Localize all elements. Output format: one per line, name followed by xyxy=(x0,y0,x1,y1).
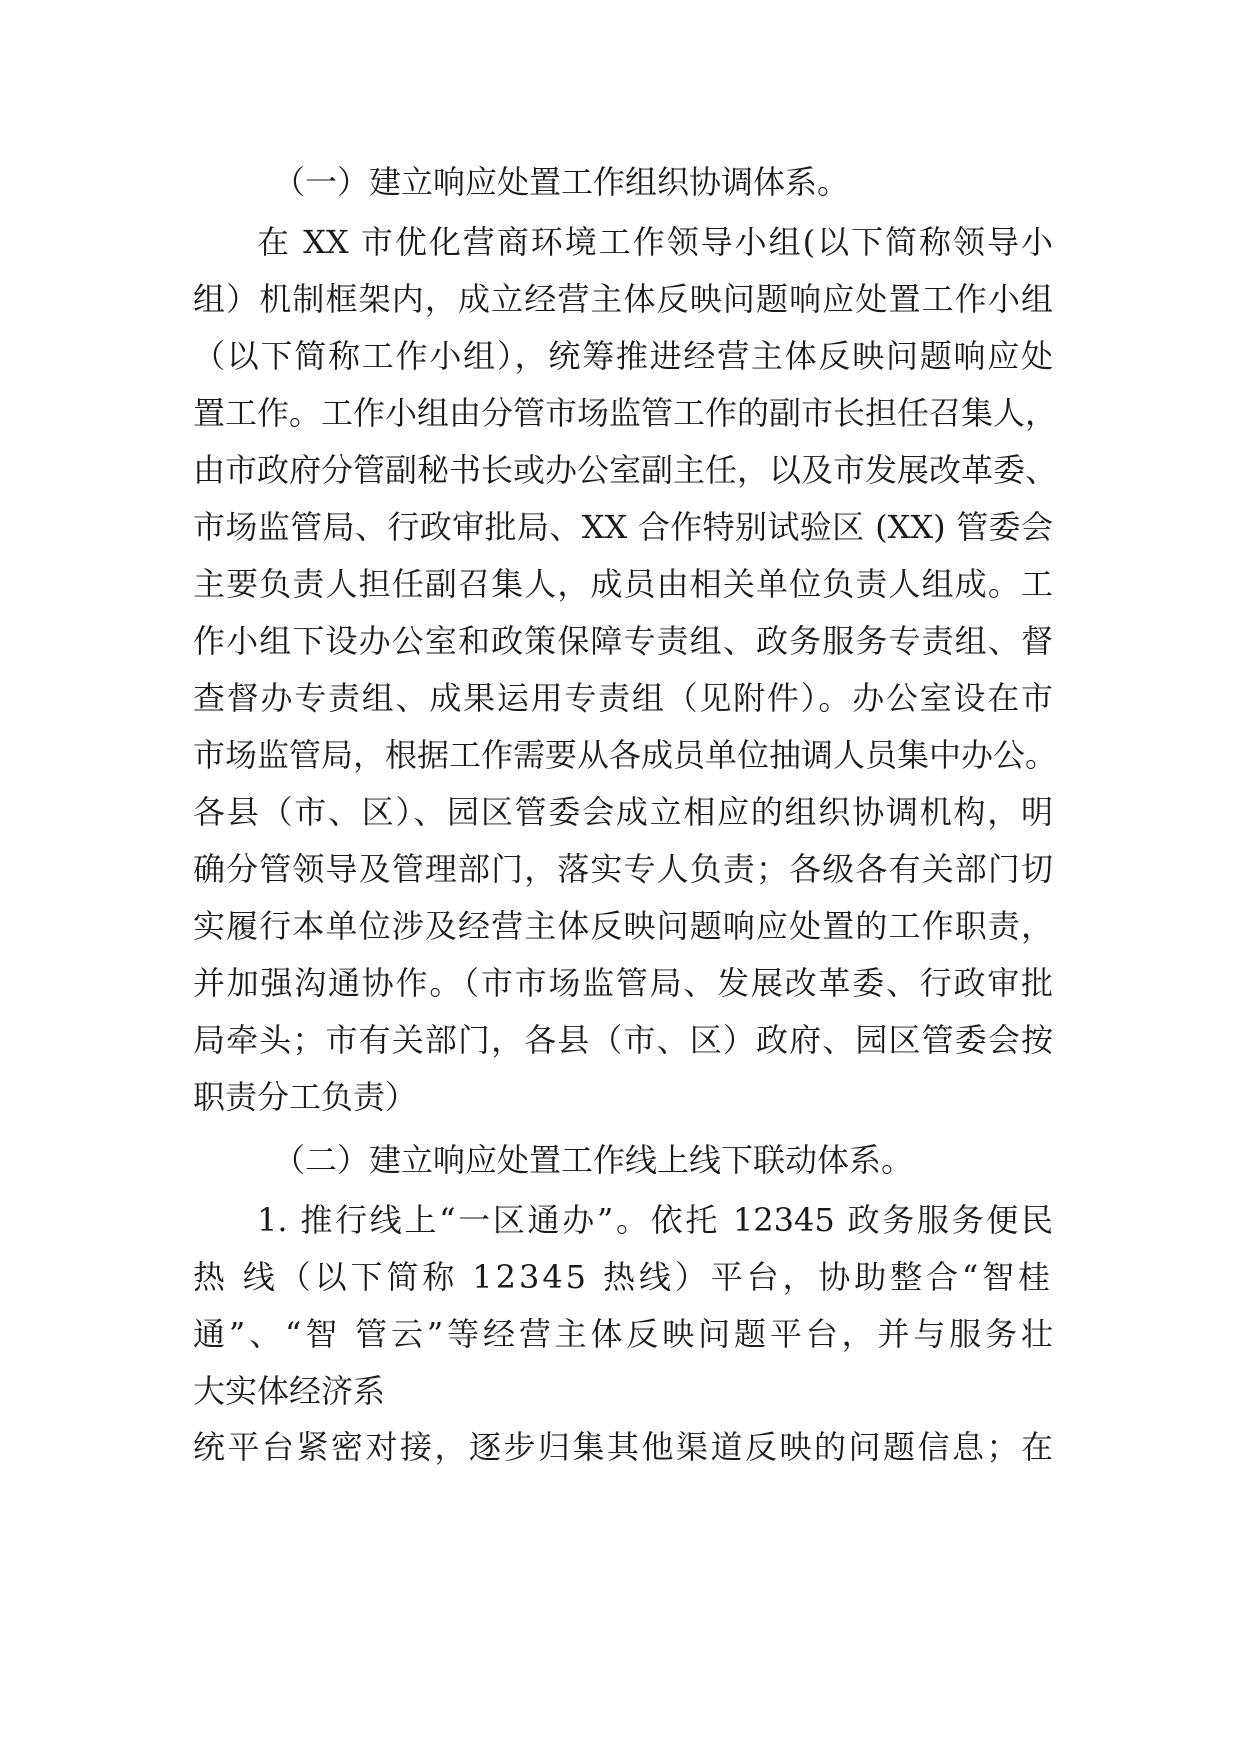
section-1-heading: （一）建立响应处置工作组织协调体系。 xyxy=(273,163,850,201)
paragraph-line: 由市政府分管副秘书长或办公室副主任，以及市发展改革委、 xyxy=(193,451,1058,489)
paragraph-line: 作小组下设办公室和政策保障专责组、政务服务专责组、督 xyxy=(193,622,1053,660)
paragraph-line: 1. 推行线上“一区通办”。依托 12345 政务服务便民 xyxy=(257,1201,1053,1239)
paragraph-line: 通”、“智 管云”等经营主体反映问题平台，并与服务壮 xyxy=(193,1315,1053,1353)
paragraph-line: 主要负责人担任副召集人，成员由相关单位负责人组成。工 xyxy=(193,565,1053,603)
paragraph-line: 查督办专责组、成果运用专责组（见附件）。办公室设在市 xyxy=(193,679,1053,717)
paragraph-line: 市场监管局，根据工作需要从各成员单位抽调人员集中办公。 xyxy=(193,736,1058,774)
paragraph-line: 大实体经济系 xyxy=(193,1372,386,1410)
paragraph-line: 各县（市、区）、园区管委会成立相应的组织协调机构，明 xyxy=(193,793,1053,831)
paragraph-line: 市场监管局、行政审批局、XX 合作特别试验区 (XX) 管委会 xyxy=(193,508,1053,546)
paragraph-line: 组）机制框架内，成立经营主体反映问题响应处置工作小组 xyxy=(193,280,1053,318)
paragraph-line: 确分管领导及管理部门，落实专人负责；各级各有关部门切 xyxy=(193,850,1053,888)
section-2-heading: （二）建立响应处置工作线上线下联动体系。 xyxy=(273,1141,914,1179)
paragraph-line: （以下简称工作小组），统筹推进经营主体反映问题响应处 xyxy=(193,337,1053,375)
paragraph-line: 职责分工负责） xyxy=(193,1078,418,1116)
paragraph-line: 并加强沟通协作。（市市场监管局、发展改革委、行政审批 xyxy=(193,964,1053,1002)
paragraph-line: 热 线（以下简称 12345 热线）平台，协助整合“智桂 xyxy=(193,1258,1053,1296)
paragraph-line: 局牵头；市有关部门，各县（市、区）政府、园区管委会按 xyxy=(193,1021,1053,1059)
paragraph-line: 在 XX 市优化营商环境工作领导小组(以下简称领导小 xyxy=(257,223,1053,261)
paragraph-line: 统平台紧密对接，逐步归集其他渠道反映的问题信息；在 xyxy=(193,1428,1053,1466)
paragraph-line: 实履行本单位涉及经营主体反映问题响应处置的工作职责， xyxy=(193,907,1053,945)
paragraph-line: 置工作。工作小组由分管市场监管工作的副市长担任召集人， xyxy=(193,394,1058,432)
